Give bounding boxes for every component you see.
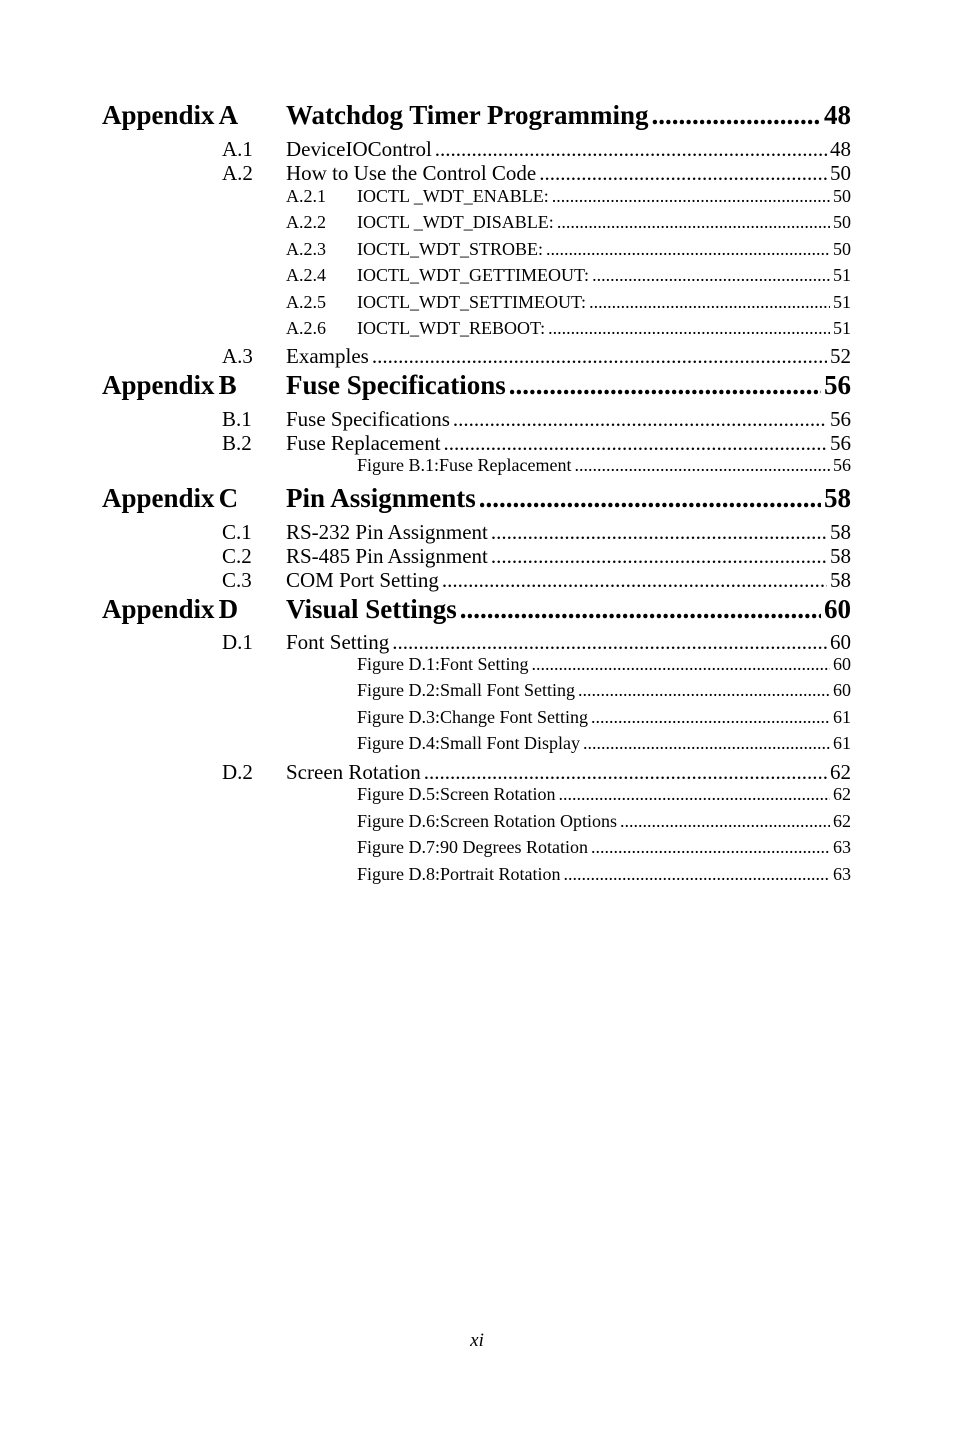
toc-entry[interactable]: [222, 161, 851, 186]
entry-title: DeviceIOControl: [286, 137, 432, 161]
entry-number: A.2.4: [286, 265, 326, 285]
dot-leader: [563, 864, 830, 885]
toc-figure[interactable]: [357, 784, 851, 805]
page-number: 58: [824, 483, 851, 513]
appendix-title: Fuse Specifications: [286, 370, 506, 400]
figure-title: Figure D.2:Small Font Setting: [357, 680, 576, 700]
page-number: 51: [833, 318, 851, 338]
entry-number: A.2.6: [286, 318, 326, 338]
entry-title: RS-232 Pin Assignment: [286, 520, 488, 544]
entry-title: Fuse Specifications: [286, 407, 450, 431]
dot-leader: [491, 520, 827, 545]
toc-subentry[interactable]: [286, 186, 851, 207]
page-number: 58: [830, 544, 851, 568]
entry-number: C.2: [222, 544, 252, 568]
page-number: 63: [833, 864, 851, 884]
page-number: 52: [830, 344, 851, 368]
entry-title: COM Port Setting: [286, 568, 439, 592]
page-number: 56: [833, 455, 851, 475]
toc-figure[interactable]: [357, 654, 851, 675]
toc-subentry[interactable]: [286, 212, 851, 233]
page-number: 61: [833, 707, 851, 727]
dot-leader: [460, 594, 821, 625]
page-number: 63: [833, 837, 851, 857]
dot-leader: [491, 544, 827, 569]
toc-entry[interactable]: [222, 760, 851, 785]
page-number: 50: [830, 161, 851, 185]
entry-title: Examples: [286, 344, 369, 368]
entry-title: IOCTL _WDT_ENABLE:: [357, 186, 549, 206]
toc-entry[interactable]: [222, 520, 851, 545]
dot-leader: [574, 455, 830, 476]
appendix-title: Visual Settings: [286, 594, 457, 624]
dot-leader: [552, 186, 830, 207]
entry-number: C.1: [222, 520, 252, 544]
toc-appendix-d[interactable]: [102, 594, 851, 625]
toc-subentry[interactable]: [286, 239, 851, 260]
figure-title: Figure D.1:Font Setting: [357, 654, 529, 674]
appendix-label: Appendix: [102, 370, 215, 400]
toc-entry[interactable]: [222, 568, 851, 593]
toc-entry[interactable]: [222, 544, 851, 569]
entry-title: IOCTL_WDT_STROBE:: [357, 239, 543, 259]
entry-title: How to Use the Control Code: [286, 161, 537, 185]
dot-leader: [479, 483, 821, 514]
dot-leader: [444, 431, 827, 456]
dot-leader: [509, 370, 821, 401]
entry-title: Font Setting: [286, 630, 390, 654]
page-number: 51: [833, 292, 851, 312]
dot-leader: [372, 344, 827, 369]
toc-appendix-b[interactable]: [102, 370, 851, 401]
dot-leader: [539, 161, 827, 186]
appendix-label: Appendix: [102, 100, 215, 130]
toc-subentry[interactable]: [286, 318, 851, 339]
entry-number: A.2.5: [286, 292, 326, 312]
page-number: 62: [830, 760, 851, 784]
page-number: 60: [824, 594, 851, 624]
entry-title: IOCTL_WDT_REBOOT:: [357, 318, 546, 338]
dot-leader: [592, 265, 830, 286]
appendix-letter: C: [218, 483, 239, 513]
page-number: 62: [833, 811, 851, 831]
toc-figure[interactable]: [357, 455, 851, 476]
toc-subentry[interactable]: [286, 292, 851, 313]
entry-title: IOCTL_WDT_GETTIMEOUT:: [357, 265, 590, 285]
entry-title: RS-485 Pin Assignment: [286, 544, 488, 568]
page-number: 50: [833, 212, 851, 232]
figure-title: Figure D.3:Change Font Setting: [357, 707, 588, 727]
entry-number: B.1: [222, 407, 252, 431]
page-number: 60: [833, 654, 851, 674]
toc-figure[interactable]: [357, 680, 851, 701]
dot-leader: [442, 568, 827, 593]
entry-number: C.3: [222, 568, 252, 592]
toc-entry[interactable]: [222, 344, 851, 369]
toc-entry[interactable]: [222, 630, 851, 655]
dot-leader: [589, 292, 830, 313]
page-number: 48: [824, 100, 851, 130]
entry-title: IOCTL_WDT_SETTIMEOUT:: [357, 292, 587, 312]
page-footer-number: xi: [470, 1330, 484, 1351]
dot-leader: [546, 239, 830, 260]
toc-figure[interactable]: [357, 837, 851, 858]
figure-title: Figure D.5:Screen Rotation: [357, 784, 556, 804]
appendix-label: Appendix: [102, 483, 215, 513]
toc-figure[interactable]: [357, 733, 851, 754]
dot-leader: [558, 784, 830, 805]
toc-appendix-c[interactable]: [102, 483, 851, 514]
entry-number: A.1: [222, 137, 253, 161]
page-number: 56: [830, 407, 851, 431]
appendix-title: Watchdog Timer Programming: [286, 100, 649, 130]
entry-title: Fuse Replacement: [286, 431, 441, 455]
dot-leader: [578, 680, 830, 701]
entry-title: IOCTL _WDT_DISABLE:: [357, 212, 554, 232]
page-number: 58: [830, 568, 851, 592]
dot-leader: [620, 811, 830, 832]
dot-leader: [583, 733, 830, 754]
page-number: 60: [833, 680, 851, 700]
dot-leader: [591, 837, 830, 858]
dot-leader: [392, 630, 827, 655]
toc-appendix-a[interactable]: [102, 100, 851, 131]
toc-figure[interactable]: [357, 707, 851, 728]
page-number: 56: [830, 431, 851, 455]
dot-leader: [435, 137, 827, 162]
appendix-letter: D: [218, 594, 239, 624]
entry-number: A.2.2: [286, 212, 326, 232]
entry-number: A.2.3: [286, 239, 326, 259]
figure-title: Figure D.8:Portrait Rotation: [357, 864, 561, 884]
page-number: 48: [830, 137, 851, 161]
toc-entry[interactable]: [222, 407, 851, 432]
entry-number: B.2: [222, 431, 252, 455]
toc-subentry[interactable]: [286, 265, 851, 286]
toc-figure[interactable]: [357, 811, 851, 832]
entry-number: A.2: [222, 161, 253, 185]
page-number: 61: [833, 733, 851, 753]
dot-leader: [557, 212, 830, 233]
entry-number: D.1: [222, 630, 253, 654]
appendix-letter: A: [218, 100, 239, 130]
page-number: 60: [830, 630, 851, 654]
figure-title: Figure D.6:Screen Rotation Options: [357, 811, 617, 831]
figure-title: Figure B.1:Fuse Replacement: [357, 455, 572, 475]
appendix-title: Pin Assignments: [286, 483, 476, 513]
toc-entry[interactable]: [222, 137, 851, 162]
entry-number: D.2: [222, 760, 253, 784]
entry-number: A.2.1: [286, 186, 326, 206]
dot-leader: [652, 100, 822, 131]
dot-leader: [424, 760, 827, 785]
dot-leader: [548, 318, 830, 339]
toc-figure[interactable]: [357, 864, 851, 885]
page-number: 56: [824, 370, 851, 400]
dot-leader: [532, 654, 830, 675]
page-number: 62: [833, 784, 851, 804]
page-number: 50: [833, 239, 851, 259]
page-number: 51: [833, 265, 851, 285]
page-number: 50: [833, 186, 851, 206]
dot-leader: [591, 707, 830, 728]
figure-title: Figure D.7:90 Degrees Rotation: [357, 837, 588, 857]
dot-leader: [453, 407, 827, 432]
entry-title: Screen Rotation: [286, 760, 421, 784]
figure-title: Figure D.4:Small Font Display: [357, 733, 581, 753]
appendix-label: Appendix: [102, 594, 215, 624]
page-number: 58: [830, 520, 851, 544]
toc-entry[interactable]: [222, 431, 851, 456]
appendix-letter: B: [218, 370, 237, 400]
entry-number: A.3: [222, 344, 253, 368]
